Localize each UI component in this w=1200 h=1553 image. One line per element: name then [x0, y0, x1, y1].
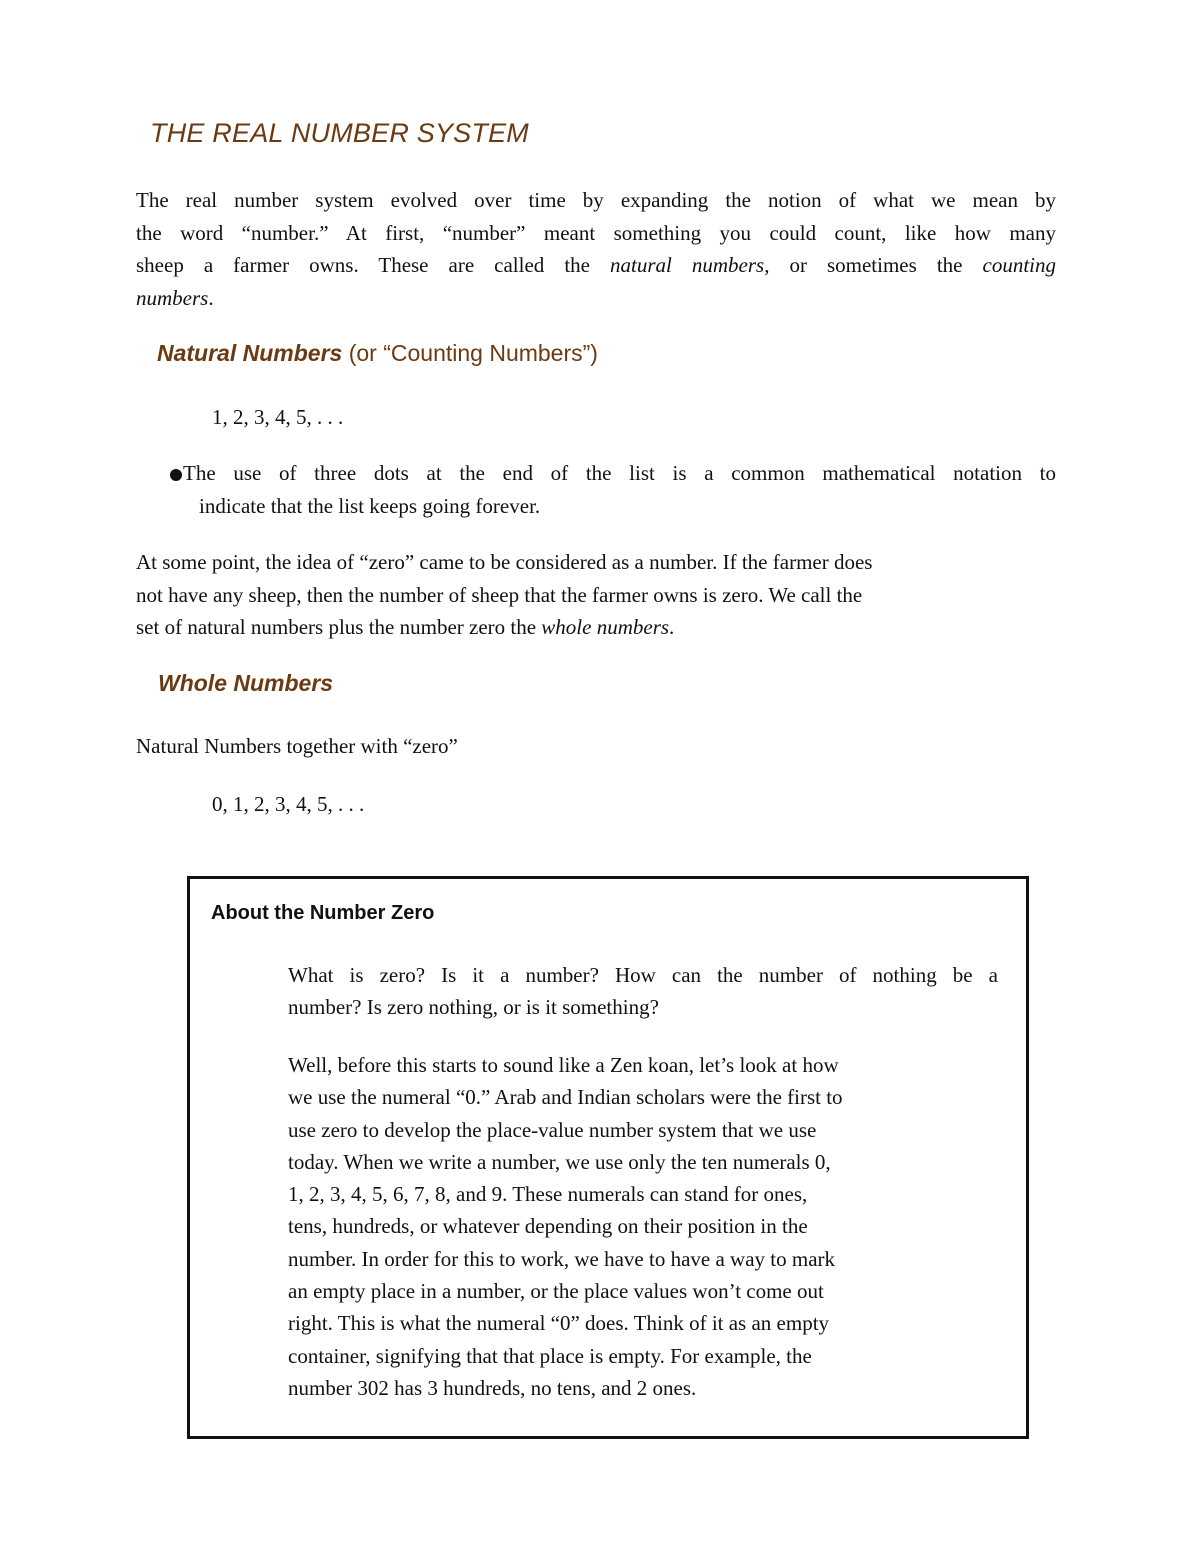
sidebar-p2-line: today. When we write a number, we use only the ten numerals 0, [288, 1149, 831, 1174]
whole-numbers-sequence: 0, 1, 2, 3, 4, 5, . . . [212, 792, 365, 816]
sidebar-p2-line: Well, before this starts to sound like a Zen koan, let’s look at how [288, 1053, 839, 1077]
term-whole-numbers: whole numbers [541, 615, 670, 639]
intro-line-3-pre: sheep a farmer owns. These are called the [136, 253, 610, 277]
zero-intro-line-3-pre: set of natural numbers plus the number zero the [136, 615, 542, 639]
zero-intro-line-3-end: . [669, 615, 675, 639]
natural-numbers-sequence: 1, 2, 3, 4, 5, . . . [212, 405, 344, 429]
zero-intro-paragraph [136, 546, 1036, 644]
natural-numbers-heading-rest: (or “Counting Numbers”) [342, 340, 598, 366]
page-title: THE REAL NUMBER SYSTEM [150, 118, 529, 148]
intro-line-4-end: . [208, 285, 214, 310]
sidebar-p2-line: number 302 has 3 hundreds, no tens, and 2 ones. [288, 1375, 697, 1400]
term-counting-numbers-cont: numbers [136, 285, 209, 310]
zero-intro-line-3 [136, 611, 1036, 644]
sidebar-p2-line: an empty place in a number, or the place values won’t come out [288, 1279, 824, 1304]
ellipsis-note-text [183, 457, 1056, 522]
sidebar-p2-line: container, signifying that that place is empty. For example, the [288, 1343, 812, 1368]
intro-line-1: The real number system evolved over time by expanding the notion of what we mean by [136, 188, 1056, 212]
sidebar-p2-line: number. In order for this to work, we have to have a way to mark [288, 1246, 836, 1271]
intro-line-2: the word “number.” At first, “number” meant something you could count, like how many [136, 220, 1056, 245]
ellipsis-note-line-1: The use of three dots at the end of the list is a common mathematical notation to [183, 461, 1056, 485]
whole-numbers-heading [158, 670, 333, 697]
zero-intro-line-1: At some point, the idea of “zero” came to be considered as a number. If the farmer does [136, 550, 873, 574]
zero-intro-line-2: not have any sheep, then the number of sheep that the farmer owns is zero. We call the [136, 582, 863, 607]
term-natural-numbers: natural numbers [610, 253, 765, 277]
sidebar-p1-line-1: What is zero? Is it a number? How can the number of nothing be a [288, 963, 998, 987]
sidebar-p2-line: right. This is what the numeral “0” does. Think of it as an empty [288, 1311, 830, 1336]
zero-sidebar-box [187, 876, 1029, 1439]
sidebar-p2-line: tens, hundreds, or whatever depending on their position in the [288, 1214, 808, 1239]
whole-numbers-heading-emphasis: Whole Numbers [158, 670, 334, 696]
sidebar-paragraph-2 [288, 1049, 978, 1404]
sidebar-p1-line-2: number? Is zero nothing, or is it something? [288, 995, 659, 1020]
intro-paragraph [136, 184, 1056, 314]
natural-numbers-heading [157, 340, 598, 367]
term-counting: counting [982, 253, 1056, 277]
sidebar-p2-line: we use the numeral “0.” Arab and Indian scholars were the first to [288, 1085, 843, 1110]
sidebar-p2-line: 1, 2, 3, 4, 5, 6, 7, 8, and 9. These numerals can stand for ones, [288, 1182, 808, 1207]
ellipsis-note [170, 457, 1056, 522]
sidebar-paragraph-1 [288, 959, 998, 1024]
intro-line-3 [136, 249, 1056, 282]
intro-line-4 [136, 282, 1056, 315]
sidebar-p2-line: use zero to develop the place-value number system that we use [288, 1117, 817, 1142]
ellipsis-note-line-2: indicate that the list keeps going forever. [199, 493, 541, 518]
intro-line-3-mid: , or sometimes the [764, 253, 983, 277]
whole-numbers-definition: Natural Numbers together with “zero” [136, 734, 458, 758]
sidebar-title: About the Number Zero [211, 902, 435, 924]
bullet-icon [170, 469, 182, 481]
natural-numbers-heading-emphasis: Natural Numbers [157, 340, 343, 366]
